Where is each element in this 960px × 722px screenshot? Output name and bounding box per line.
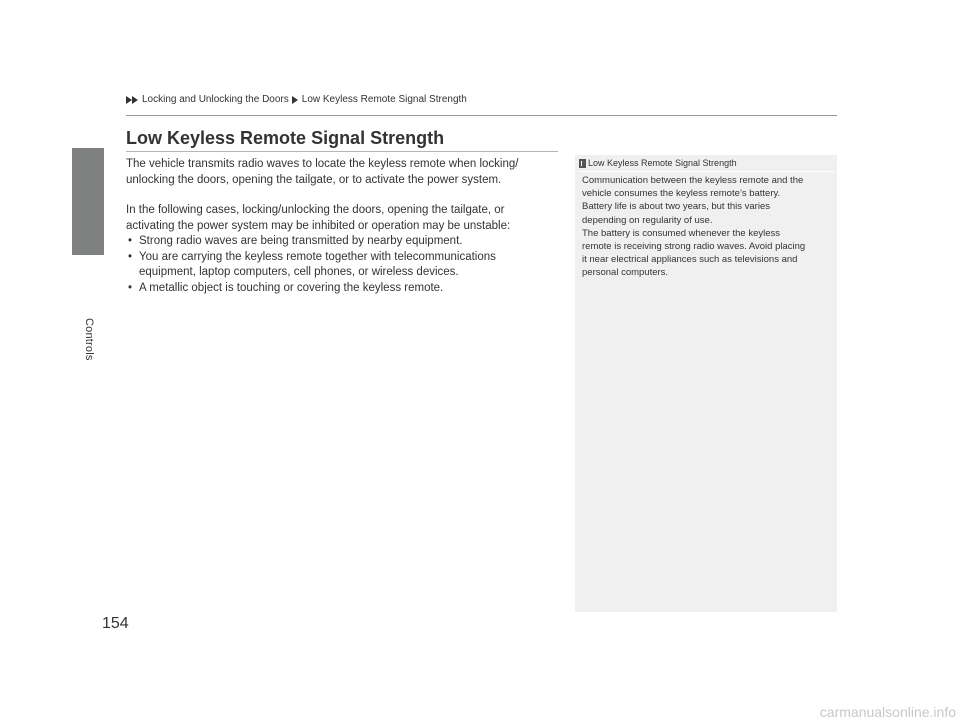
- note-line: it near electrical appliances such as televisions and: [582, 254, 798, 266]
- reference-icon: [579, 159, 586, 168]
- note-line: The battery is consumed whenever the keyless: [582, 227, 781, 239]
- intro-line: unlocking the doors, opening the tailgate, or to activate the power system.: [126, 173, 502, 186]
- note-line: Communication between the keyless remote and the: [582, 175, 804, 186]
- note-line: vehicle consumes the keyless remote’s battery.: [582, 188, 781, 200]
- section-label: Controls: [83, 318, 95, 361]
- header-divider: [126, 115, 837, 116]
- note-panel: [575, 155, 837, 612]
- note-title[interactable]: [579, 158, 737, 168]
- breadcrumb-arrow-icon: [292, 96, 298, 104]
- cases-list: [126, 234, 546, 296]
- list-item: • Strong radio waves are being transmitted by nearby equipment.: [126, 234, 546, 250]
- intro-line: The vehicle transmits radio waves to locate the keyless remote when locking/: [126, 158, 519, 170]
- note-line: depending on regularity of use.: [582, 214, 713, 226]
- note-line: remote is receiving strong radio waves. Avoid placing: [582, 241, 806, 253]
- section-tab: [72, 148, 104, 255]
- title-underline: [126, 151, 558, 152]
- note-line: personal computers.: [582, 267, 669, 279]
- note-text: [582, 174, 834, 280]
- breadcrumb-arrow-icon: [132, 96, 138, 104]
- watermark: carmanualsonline.info: [819, 704, 956, 720]
- breadcrumb-parent-link[interactable]: Locking and Unlocking the Doors: [142, 94, 289, 105]
- list-item: • You are carrying the keyless remote together with telecommunications equipment, laptop computers, cell phones, or wireless devices.: [126, 250, 546, 281]
- breadcrumb: [126, 94, 467, 105]
- main-content: [126, 157, 546, 296]
- page-number: 154: [102, 615, 129, 632]
- note-title-text: Low Keyless Remote Signal Strength: [588, 158, 737, 168]
- note-divider: [579, 171, 835, 172]
- cases-line: activating the power system may be inhibited or operation may be unstable:: [126, 219, 511, 232]
- page-title: Low Keyless Remote Signal Strength: [126, 128, 445, 148]
- note-line: Battery life is about two years, but this varies: [582, 201, 770, 213]
- breadcrumb-current: Low Keyless Remote Signal Strength: [301, 94, 467, 105]
- list-item: • A metallic object is touching or covering the keyless remote.: [126, 281, 546, 297]
- cases-line: In the following cases, locking/unlocking the doors, opening the tailgate, or: [126, 204, 505, 216]
